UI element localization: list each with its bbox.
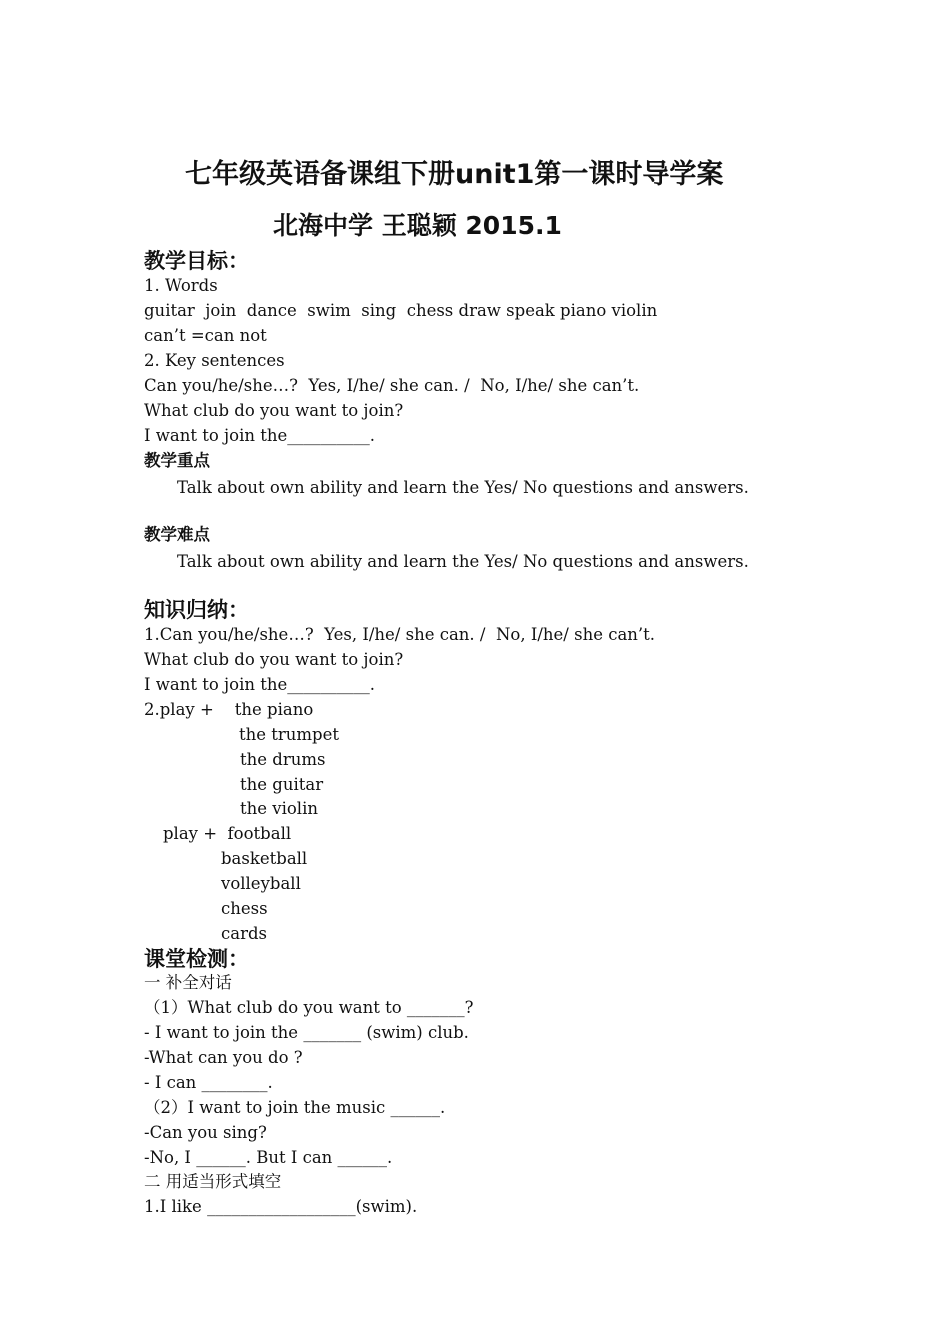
text-line: （1）What club do you want to _______? [144,998,474,1017]
text-line: can’t =can not [144,326,267,345]
text-line: guitar join dance swim sing chess draw speak piano violin [144,301,658,320]
text-line: - I can ________. [144,1073,273,1092]
heading-key-points: 教学重点 [144,451,210,470]
text-line: cards [221,924,267,943]
text-line: What club do you want to join? [144,401,404,420]
text-line: basketball [221,849,308,868]
text-line: 2.play + the piano [144,700,314,719]
text-line: -What can you do ? [144,1048,303,1067]
text-line: 1. Words [144,276,218,295]
heading-difficult-points: 教学难点 [144,525,210,544]
text-line: -Can you sing? [144,1123,267,1142]
document-subtitle: 北海中学 王聪颖 2015.1 [273,211,562,240]
document-title: 七年级英语备课组下册unit1第一课时导学案 [185,159,724,190]
heading-knowledge-summary: 知识归纳： [144,598,249,622]
difficult-points-text: Talk about own ability and learn the Yes/ No questions and answers. [177,552,749,571]
heading-classroom-check: 课堂检测： [144,947,249,971]
text-line: play + football [163,824,292,843]
text-line: the violin [240,799,318,818]
text-line: 2. Key sentences [144,351,285,370]
text-line: 1.I like __________________(swim). [144,1197,418,1216]
text-line: 1.Can you/he/she…? Yes, I/he/ she can. / No, I/he/ she can’t. [144,625,656,644]
text-line: - I want to join the _______ (swim) club. [144,1023,469,1042]
text-line: -No, I ______. But I can ______. [144,1148,393,1167]
text-line: chess [221,899,268,918]
text-line: I want to join the__________. [144,675,375,694]
text-line: volleyball [221,874,301,893]
text-line: the guitar [240,775,324,794]
text-line: Can you/he/she…? Yes, I/he/ she can. / No, I/he/ she can’t. [144,376,640,395]
text-line: the trumpet [239,725,340,744]
text-line: What club do you want to join? [144,650,404,669]
heading-teaching-objectives: 教学目标： [144,249,249,273]
key-points-text: Talk about own ability and learn the Yes/ No questions and answers. [177,478,749,497]
text-line: 一 补全对话 [144,973,232,992]
text-line: （2）I want to join the music ______. [144,1098,446,1117]
text-line: the drums [240,750,326,769]
text-line: I want to join the__________. [144,426,375,445]
text-line: 二 用适当形式填空 [144,1172,282,1191]
